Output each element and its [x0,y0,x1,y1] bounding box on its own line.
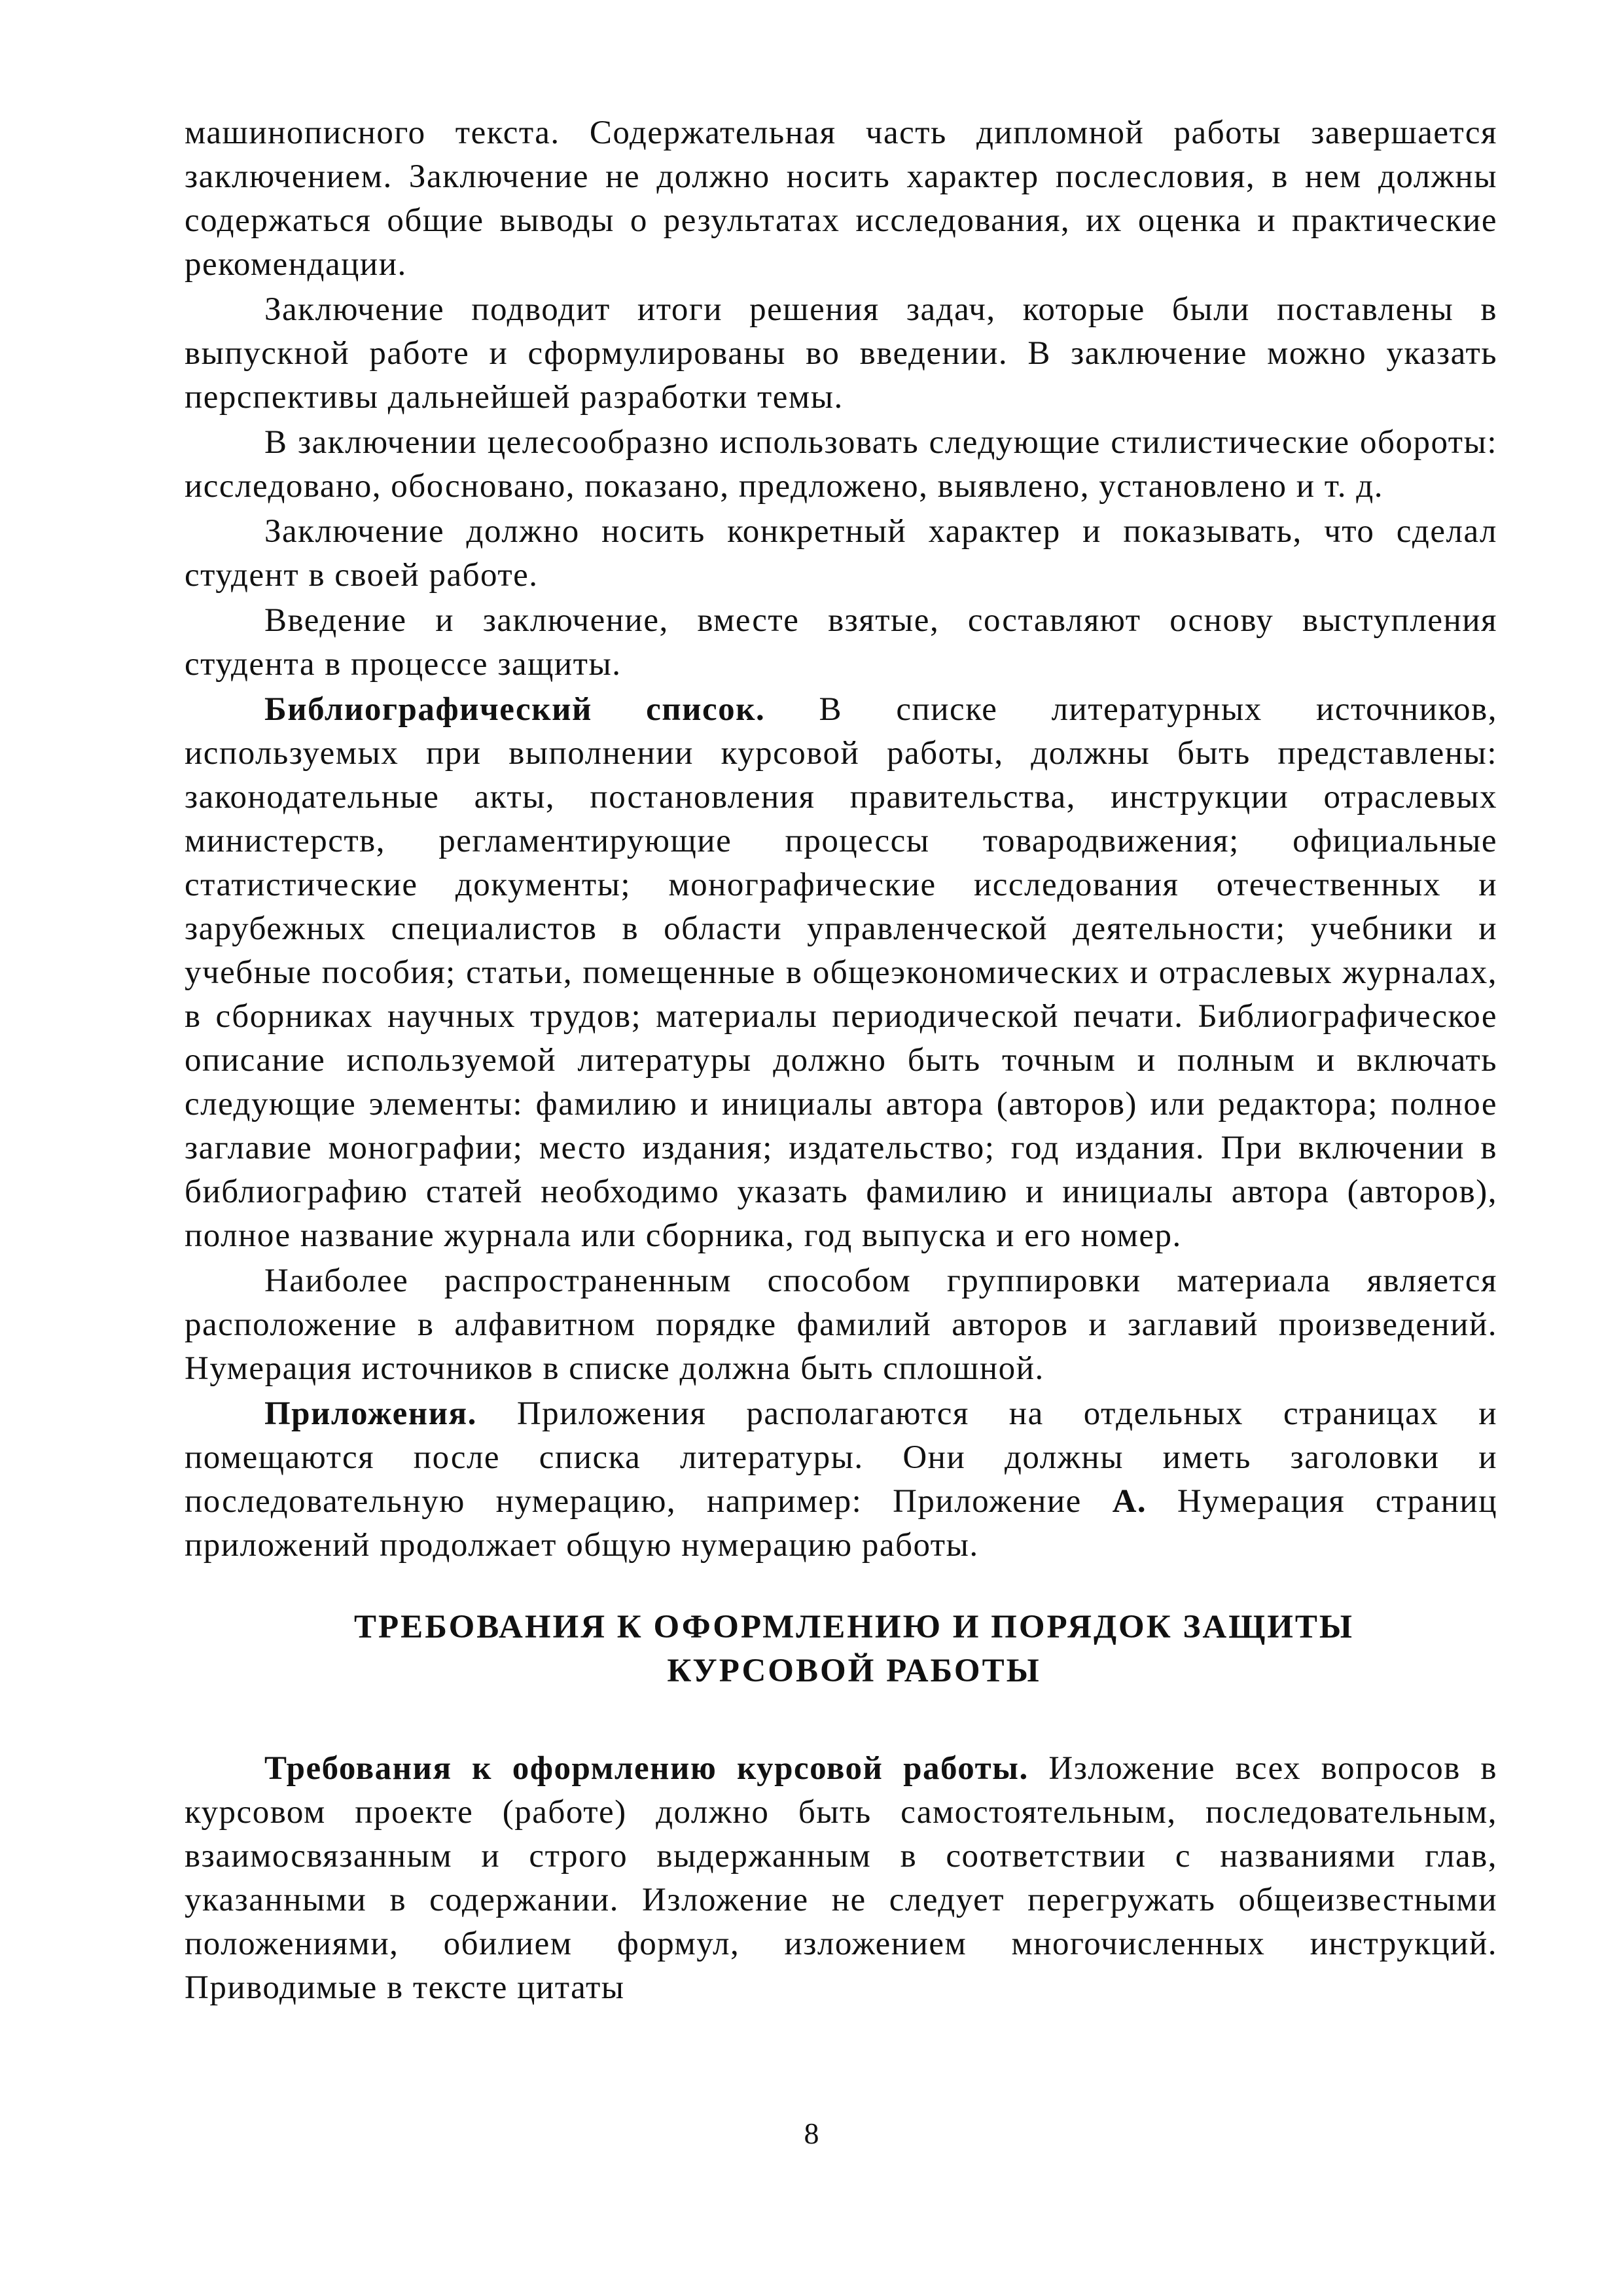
paragraph-conclusion-summary [185,288,1497,420]
paragraph-text: Введение и заключение, вместе взятые, составляют основу выступления студента в процессе защиты. [185,602,1497,683]
section-heading [185,1605,1497,1693]
paragraph-bibliography-order [185,1259,1497,1391]
bibliography-term: Библиографический список. [264,691,766,728]
paragraph-text: В заключении целесообразно использовать следующие стилистические обороты: исследовано, обосновано, показано, предложено, выявлено, установлено и т. д. [185,424,1497,505]
paragraph-text: Наиболее распространенным способом группировки материала является расположение в алфавитном порядке фамилий авторов и заглавий произведений. Нумерация источников в списке должна быть сплошной. [185,1263,1497,1387]
paragraph-conclusion-style [185,421,1497,509]
paragraph-text: Изложение всех вопросов в курсовом проекте (работе) должно быть самостоятельным, последовательным, взаимосвязанным и строго выдержанным в соответствии с названиями глав, указанными в содержании. Изложение не следует перегружать общеизвестными положениями, обилием формул, изложением многочисленных инструкций. Приводимые в тексте цитаты [185,1750,1497,2006]
paragraph-text: Заключение подводит итоги решения задач, которые были поставлены в выпускной работе и сформулированы во введении. В заключение можно указать перспективы дальнейшей разработки темы. [185,291,1497,416]
paragraph-formatting-requirements [185,1747,1497,2010]
paragraph-text: В списке литературных источников, используемых при выполнении курсовой работы, должны быть представлены: законодательные акты, постановления правительства, инструкции отраслевых министерств, регламентирующие процессы товародвижения; официальные статистические документы; монографические исследования отечественных и зарубежных специалистов в области управленческой деятельности; учебники и учебные пособия; статьи, помещенные в общеэкономических и отраслевых журналах, в сборниках научных трудов; материалы периодической печати. Библиографическое описание используемой литературы должно быть точным и полным и включать следующие элементы: фамилию и инициалы автора (авторов) или редактора; полное заглавие монографии; место издания; издательство; год издания. При включении в библиографию статей необходимо указать фамилию и инициалы автора (авторов), полное название журнала или сборника, год выпуска и его номер. [185,691,1497,1254]
appendices-term: Приложения. [264,1395,477,1432]
appendix-letter: А. [1112,1483,1147,1520]
paragraph-text: Приложения располагаются на отдельных страницах и помещаются после списка литературы. Они должны иметь заголовки и последовательную нумерацию, например: Приложение [185,1395,1497,1520]
document-page [185,111,1497,2011]
paragraph-text: Заключение должно носить конкретный характер и показывать, что сделал студент в своей работе. [185,513,1497,594]
paragraph-appendices [185,1392,1497,1568]
section-heading-line-1: ТРЕБОВАНИЯ К ОФОРМЛЕНИЮ И ПОРЯДОК ЗАЩИТЫ [354,1609,1354,1645]
page-number: 8 [804,2117,819,2150]
paragraph-text: Нумерация страниц приложений продолжает общую нумерацию работы. [185,1483,1497,1564]
formatting-requirements-term: Требования к оформлению курсовой работы. [264,1750,1029,1787]
paragraph-bibliography [185,688,1497,1258]
paragraph-conclusion-intro [185,111,1497,287]
paragraph-conclusion-concrete [185,510,1497,598]
paragraph-text: машинописного текста. Содержательная часть дипломной работы завершается заключением. Заключение не должно носить характер послесловия, в нем должны содержаться общие выводы о результатах исследования, их оценка и практические рекомендации. [185,115,1497,283]
section-heading-line-2: КУРСОВОЙ РАБОТЫ [667,1653,1041,1689]
paragraph-intro-and-conclusion [185,599,1497,687]
